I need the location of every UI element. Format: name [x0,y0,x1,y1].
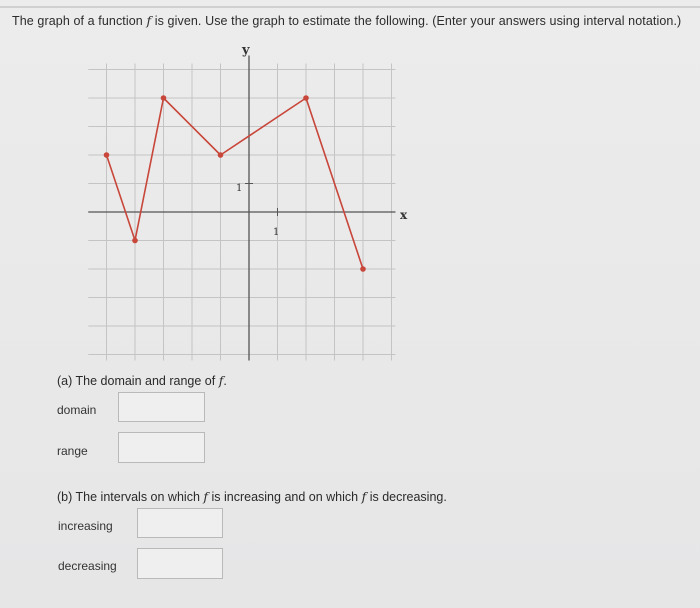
part-a-f: f [218,373,224,388]
axes [88,56,395,361]
question-f: f [146,13,152,28]
part-a-suffix: . [223,374,227,388]
function-point-4 [303,95,309,101]
part-b-f2: f [361,489,367,504]
domain-input[interactable] [118,392,205,422]
y-axis-label: y [242,43,250,58]
part-b-prefix: (b) The intervals on which [57,490,204,504]
function-point-1 [132,238,138,244]
y-tick-label: 1 [236,183,243,194]
top-divider [0,6,700,8]
increasing-label: increasing [58,519,113,533]
function-point-5 [360,266,366,272]
part-a-prefix: (a) The domain and range of [57,374,219,388]
part-a-title [57,373,227,388]
part-b-mid: is increasing and on which [208,490,362,504]
function-graph [95,38,408,363]
part-b-title [57,489,447,504]
question-text [12,13,681,28]
range-input[interactable] [118,432,205,463]
question-prefix: The graph of a function [12,14,147,28]
function-point-0 [104,152,110,158]
range-label: range [57,444,88,458]
function-point-3 [218,152,224,158]
increasing-input[interactable] [137,508,223,538]
x-axis-label: x [400,208,408,222]
part-b-f1: f [203,489,209,504]
part-b-suffix: is decreasing. [366,490,447,504]
x-tick-label: 1 [273,227,280,238]
decreasing-label: decreasing [58,559,117,573]
question-suffix: is given. Use the graph to estimate the following. (Enter your answers using interval notation.) [151,14,682,28]
decreasing-input[interactable] [137,548,223,579]
function-point-2 [161,95,167,101]
domain-label: domain [57,403,97,417]
